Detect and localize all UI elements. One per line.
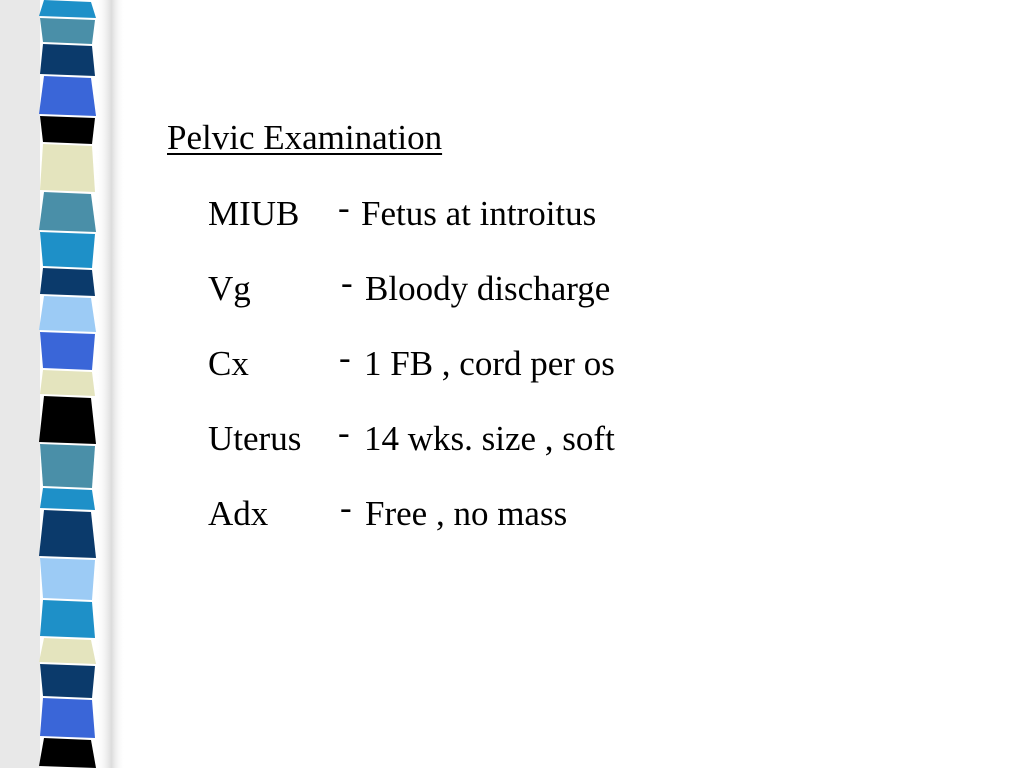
slide-heading: Pelvic Examination [167,118,443,157]
finding-separator: - [338,188,350,227]
finding-term: Adx [208,494,269,533]
finding-value: 1 FB , cord per os [364,344,615,383]
finding-value: 14 wks. size , soft [364,419,615,458]
finding-separator: - [341,263,353,302]
finding-separator: - [338,413,350,452]
finding-term: MIUB [208,194,300,233]
finding-term: Cx [208,344,249,383]
finding-term: Uterus [208,419,302,458]
finding-value: Free , no mass [365,494,568,533]
finding-separator: - [340,488,352,527]
finding-value: Bloody discharge [365,269,611,308]
finding-separator: - [339,338,351,377]
finding-term: Vg [208,269,251,308]
finding-value: Fetus at introitus [361,194,597,233]
